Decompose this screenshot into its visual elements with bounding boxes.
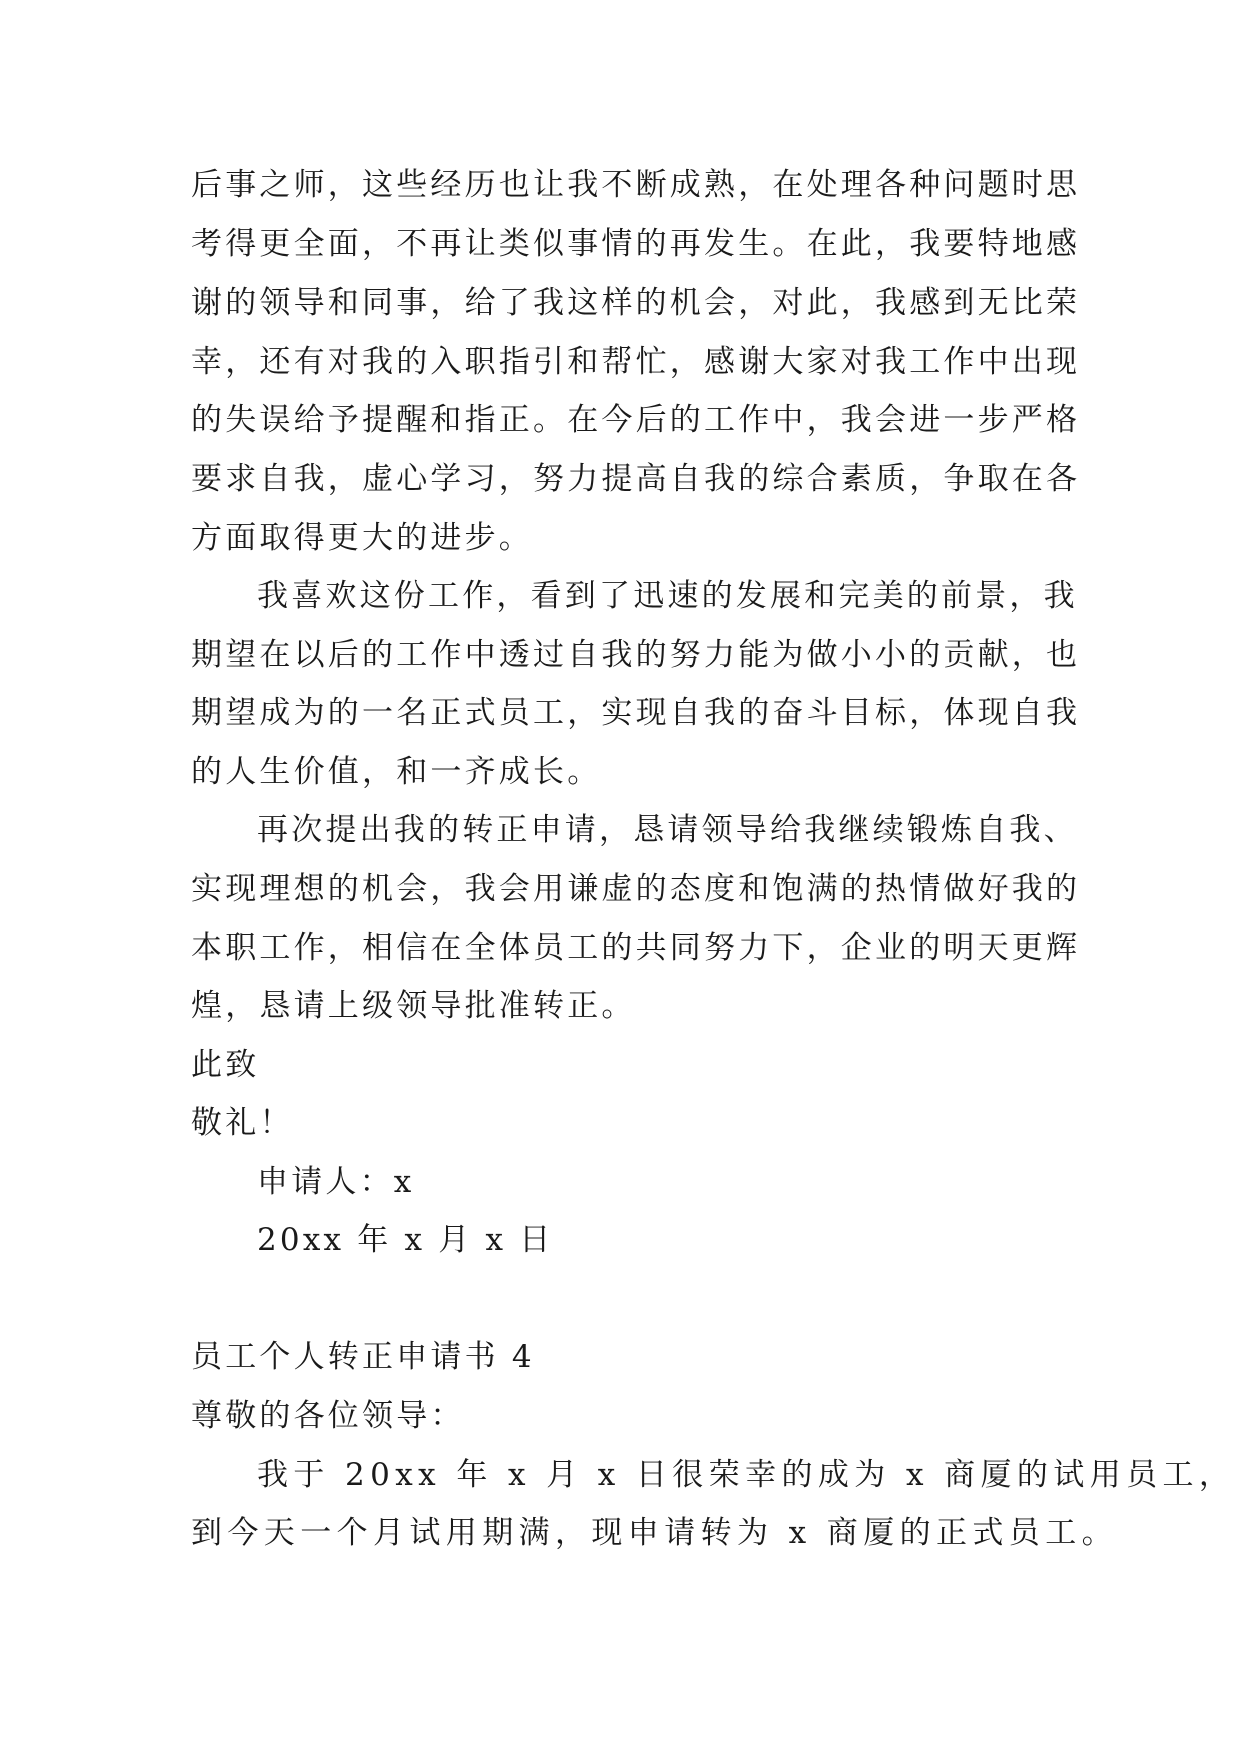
closing-line: 此致 (191, 1047, 260, 1083)
applicant-signature: 申请人：x (257, 1164, 415, 1200)
text-line: 期望在以后的工作中透过自我的努力能为做小小的贡献，也 (191, 637, 1081, 673)
greeting-line: 尊敬的各位领导： (191, 1398, 465, 1434)
text-line: 考得更全面，不再让类似事情的再发生。在此，我要特地感 (191, 226, 1081, 262)
salutation-line: 敬礼！ (191, 1105, 294, 1141)
text-line: 的失误给予提醒和指正。在今后的工作中，我会进一步严格 (191, 402, 1081, 438)
text-line: 方面取得更大的进步。 (191, 520, 533, 556)
text-line: 期望成为的一名正式员工，实现自我的奋斗目标，体现自我 (191, 695, 1081, 731)
text-line: 的人生价值，和一齐成长。 (191, 754, 602, 790)
text-line: 煌，恳请上级领导批准转正。 (191, 988, 636, 1024)
text-line: 幸，还有对我的入职指引和帮忙，感谢大家对我工作中出现 (191, 344, 1081, 380)
text-line: 后事之师，这些经历也让我不断成熟，在处理各种问题时思 (191, 167, 1081, 203)
text-line: 谢的领导和同事，给了我这样的机会，对此，我感到无比荣 (191, 285, 1081, 321)
section-title: 员工个人转正申请书 4 (191, 1339, 535, 1375)
text-line: 到今天一个月试用期满，现申请转为 x 商厦的正式员工。 (191, 1515, 1118, 1551)
paragraph-start-line: 再次提出我的转正申请，恳请领导给我继续锻炼自我、 (257, 812, 1078, 848)
text-line: 本职工作，相信在全体员工的共同努力下，企业的明天更辉 (191, 930, 1081, 966)
signature-date: 20xx 年 x 月 x 日 (257, 1222, 554, 1258)
paragraph-start-line: 我于 20xx 年 x 月 x 日很荣幸的成为 x 商厦的试用员工， (257, 1457, 1236, 1493)
paragraph-start-line: 我喜欢这份工作，看到了迅速的发展和完美的前景，我 (257, 578, 1078, 614)
text-line: 要求自我，虚心学习，努力提高自我的综合素质，争取在各 (191, 461, 1081, 497)
text-line: 实现理想的机会，我会用谦虚的态度和饱满的热情做好我的 (191, 871, 1081, 907)
